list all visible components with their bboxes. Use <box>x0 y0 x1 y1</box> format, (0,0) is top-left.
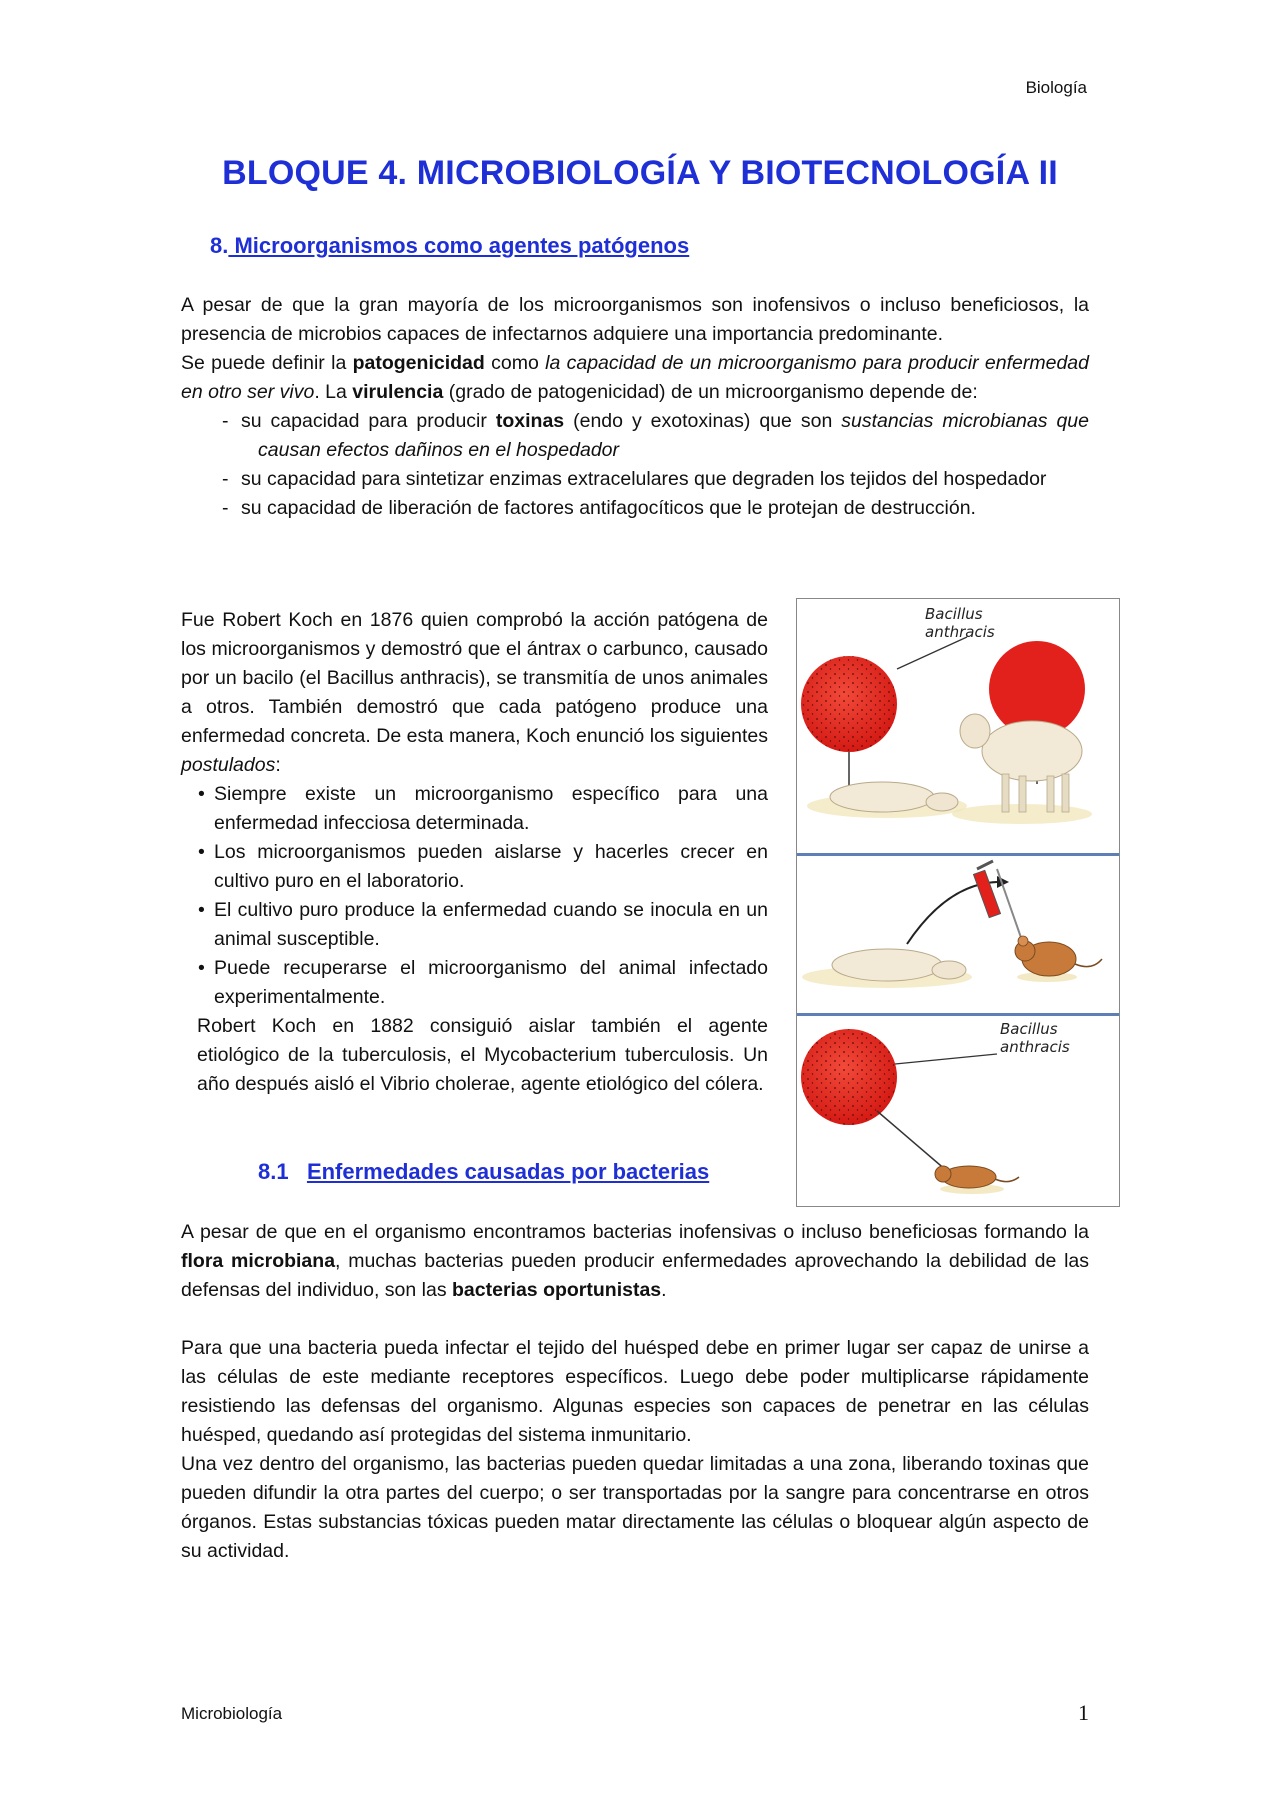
label-pointer-line <box>895 1054 997 1064</box>
intro-paragraph-2 <box>181 349 1089 407</box>
definition-italic: la capacidad de un microorganismo para producir enfermedad en otro ser vivo <box>181 352 1089 403</box>
list-item <box>181 838 768 896</box>
list-item: - su capacidad para sintetizar enzimas extracelulares que degraden los tejidos del hospedador <box>181 465 1089 494</box>
header-subject: Biología <box>1025 78 1087 97</box>
term-flora-microbiana: flora microbiana <box>181 1250 336 1272</box>
text-span: : <box>275 754 281 776</box>
section-8-title: Microorganismos como agentes patógenos <box>228 233 690 258</box>
text-span: como <box>484 352 546 374</box>
figure-label-bottom <box>1000 1020 1070 1056</box>
text-span: Fue Robert Koch en 1876 quien comprobó la acción patógena de los microorganismos y demostró que el ántrax o carbunco, causado por un bacilo (el Bacillus anthracis), se transmitía de unos animales a otros. También demostró que cada patógeno produce una enfermedad concreta. De esta manera, Koch enunció los siguientes <box>181 609 768 747</box>
panel-3-mouse-culture <box>801 1029 1019 1194</box>
figure-divider <box>797 853 1119 856</box>
section-8-1-title: Enfermedades causadas por bacterias <box>306 1159 710 1184</box>
label-line: anthracis <box>1000 1038 1070 1056</box>
figure-label-top <box>925 605 995 641</box>
koch-experiment-figure <box>796 598 1120 1207</box>
footer-subject: Microbiología <box>181 1704 283 1723</box>
list-item <box>181 780 768 838</box>
mouse-icon <box>935 1166 1019 1194</box>
dead-sheep-icon <box>807 782 967 818</box>
text-span: (grado de patogenicidad) de un microorganismo depende de: <box>443 381 978 403</box>
text-span: . La <box>314 381 353 403</box>
text-span: (endo y exotoxinas) que son <box>564 410 842 432</box>
postulate-text: Siempre existe un microorganismo específico para una enfermedad infecciosa determinada. <box>214 783 768 834</box>
pointer-line <box>877 1111 947 1171</box>
infection-block <box>181 1334 1089 1566</box>
section-8-1-number: 8.1 <box>258 1159 289 1184</box>
postulate-text: El cultivo puro produce la enfermedad cuando se inocula en un animal susceptible. <box>214 899 768 950</box>
section-8-heading <box>210 233 689 259</box>
virulence-factors-list <box>181 407 1089 523</box>
bacteria-block <box>181 1218 1089 1305</box>
page-number: 1 <box>1078 1700 1089 1725</box>
term-virulencia: virulencia <box>352 381 444 403</box>
dead-sheep-icon <box>802 949 972 988</box>
koch-column <box>181 606 768 1099</box>
bullet-icon: • <box>198 899 205 921</box>
bullet-icon: • <box>198 783 205 805</box>
text-span: su capacidad para producir <box>241 410 496 432</box>
label-line: Bacillus <box>1000 1020 1058 1038</box>
text-span: , muchas bacterias pueden producir enfermedades aprovechando la debilidad de las defensas del individuo, son las <box>181 1250 1089 1301</box>
koch-paragraph-2: Robert Koch en 1882 consiguió aislar también el agente etiológico de la tuberculosis, el Mycobacterium tuberculosis. Un año después aisló el Vibrio cholerae, agente etiológico del cólera. <box>197 1015 768 1095</box>
panel-2-inoculation <box>802 861 1102 988</box>
list-item <box>181 896 768 954</box>
text-span: . <box>661 1279 667 1301</box>
intro-paragraph-1: A pesar de que la gran mayoría de los microorganismos son inofensivos o incluso beneficiosos, la presencia de microbios capaces de infectarnos adquiere una importancia predominante. <box>181 294 1089 345</box>
section-8-number: 8. <box>210 233 229 258</box>
label-line: Bacillus <box>925 605 983 623</box>
postulate-text: Puede recuperarse el microorganismo del animal infectado experimentalmente. <box>214 957 768 1008</box>
text-span: A pesar de que en el organismo encontramos bacterias inofensivas o incluso beneficiosas formando la <box>181 1221 1089 1243</box>
term-postulados: postulados <box>181 754 276 776</box>
list-item <box>181 407 1089 465</box>
label-line: anthracis <box>925 623 995 641</box>
section-8-1-heading <box>258 1159 709 1185</box>
list-item <box>181 954 768 1012</box>
postulate-text: Los microorganismos pueden aislarse y hacerles crecer en cultivo puro en el laboratorio. <box>214 841 768 892</box>
bacteria-paragraph-1 <box>181 1218 1089 1305</box>
koch-postulates-list <box>181 780 768 1012</box>
koch-experiment-illustration <box>797 599 1119 1206</box>
intro-block <box>181 291 1089 523</box>
bacteria-dots-icon <box>801 656 897 752</box>
term-bacterias-oportunistas: bacterias oportunistas <box>452 1279 662 1301</box>
term-toxinas: toxinas <box>495 410 565 432</box>
document-title: BLOQUE 4. MICROBIOLOGÍA Y BIOTECNOLOGÍA II <box>222 154 1058 192</box>
label-pointer-line <box>897 637 967 669</box>
panel-1-sick-and-healthy-sheep <box>801 637 1092 824</box>
mouse-icon <box>1015 936 1102 982</box>
bullet-icon: • <box>198 957 205 979</box>
definition-italic: sustancias microbianas que causan efectos dañinos en el hospedador <box>258 410 1089 461</box>
list-item: - su capacidad de liberación de factores antifagocíticos que le protejan de destrucción. <box>181 494 1089 523</box>
bullet-icon: • <box>198 841 205 863</box>
infection-paragraph-1: Para que una bacteria pueda infectar el tejido del huésped debe en primer lugar ser capaz de unirse a las células de este mediante receptores específicos. Luego debe poder multiplicarse rápidamente resistiendo las defensas del organismo. Algunas especies son capaces de penetrar en las células huésped, quedando así protegidas del sistema inmunitario. <box>181 1337 1089 1446</box>
koch-paragraph-1 <box>181 606 768 780</box>
figure-divider <box>797 1013 1119 1016</box>
healthy-sheep-icon <box>952 714 1092 824</box>
term-patogenicidad: patogenicidad <box>352 352 485 374</box>
text-span: Se puede definir la <box>181 352 353 374</box>
infection-paragraph-2: Una vez dentro del organismo, las bacterias pueden quedar limitadas a una zona, liberando toxinas que pueden difundir la otra partes del cuerpo; o ser transportadas por la sangre para concentrarse en otros órganos. Estas substancias tóxicas pueden matar directamente las células o bloquear algún aspecto de su actividad. <box>181 1453 1089 1562</box>
bacteria-dots-icon <box>801 1029 897 1125</box>
syringe-icon <box>973 861 1025 949</box>
